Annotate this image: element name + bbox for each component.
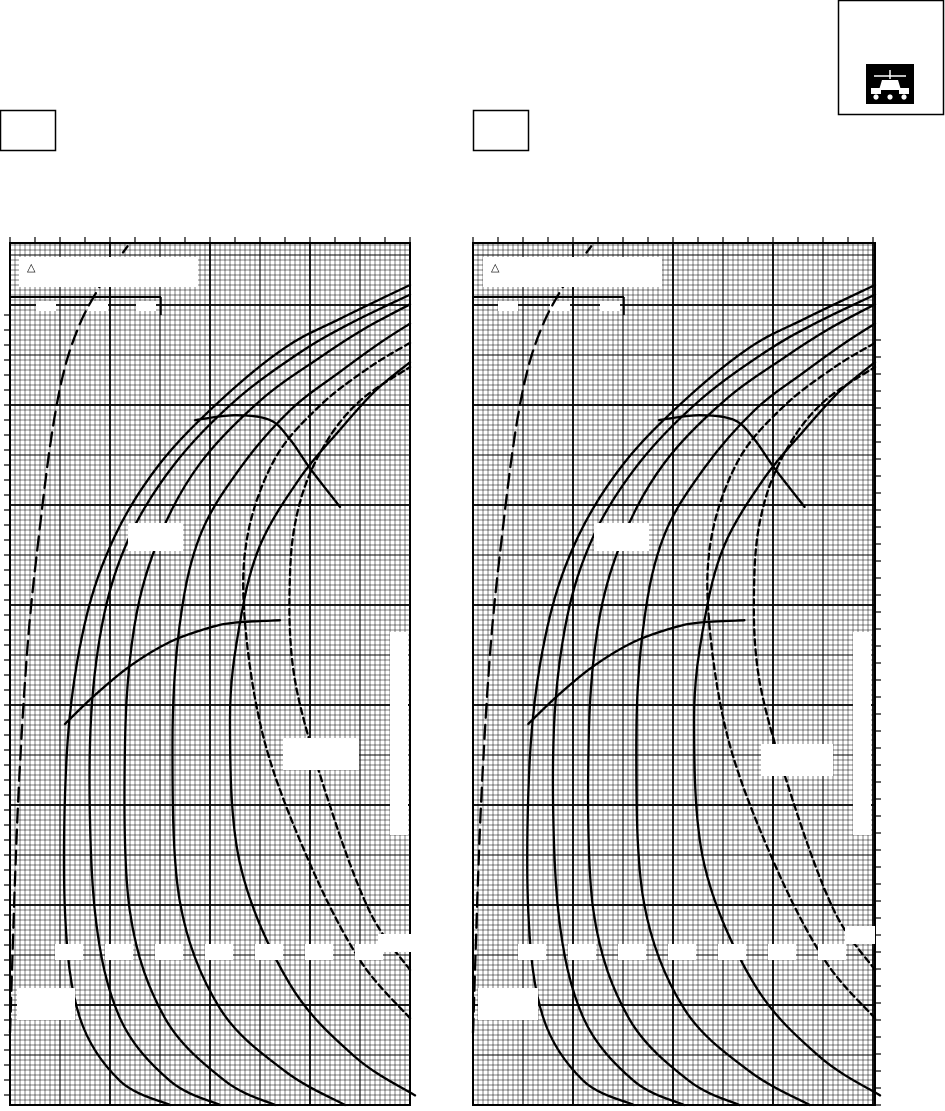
legend-box <box>19 257 198 287</box>
legend-marker: △ <box>27 262 36 274</box>
legend-marker: △ <box>491 262 500 274</box>
helicopter-icon <box>866 64 914 104</box>
legend-box <box>483 257 662 287</box>
